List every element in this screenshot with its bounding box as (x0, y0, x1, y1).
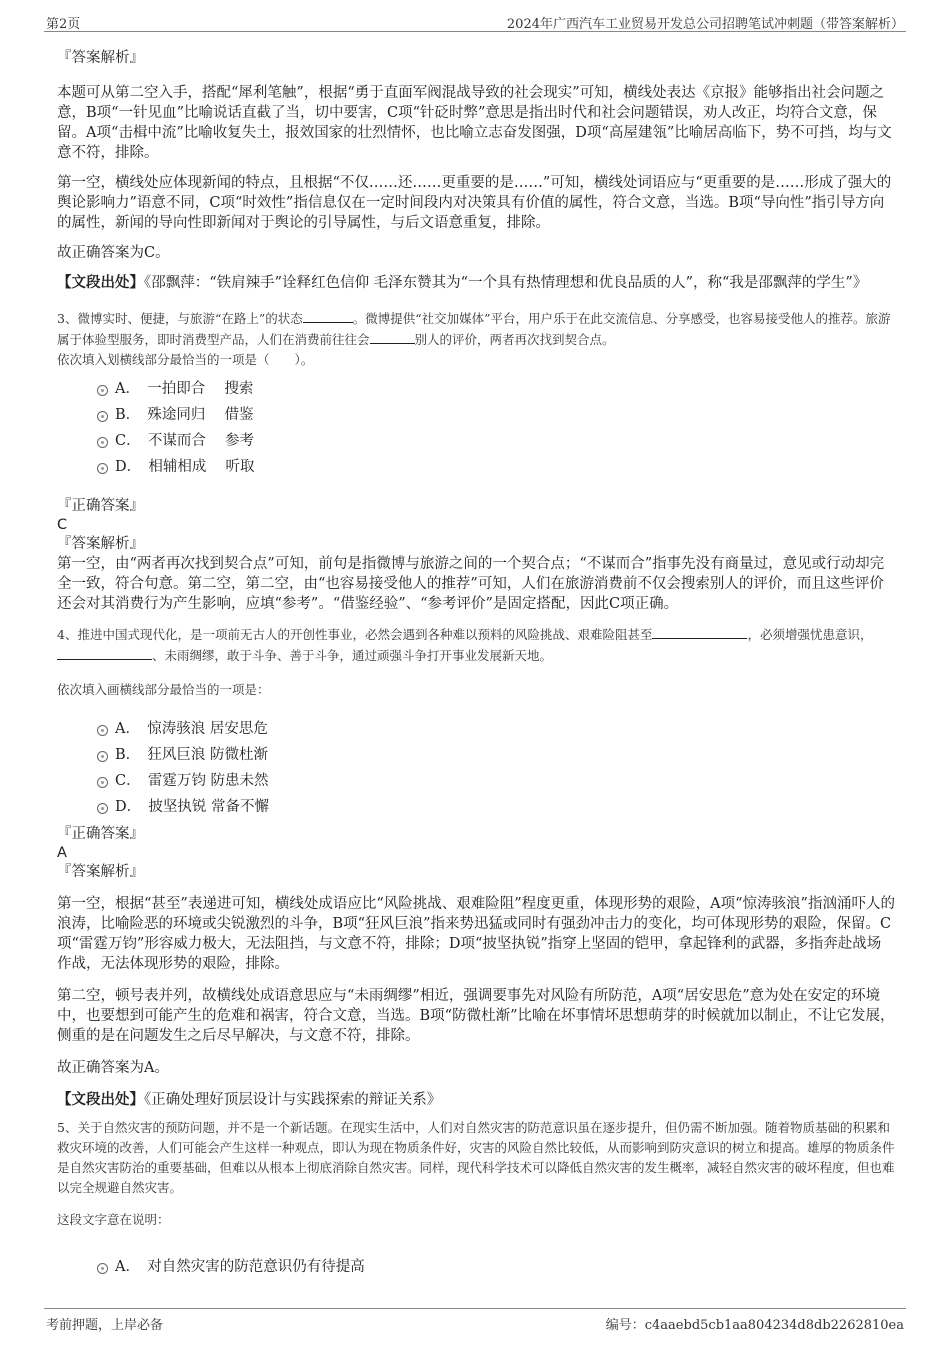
q3-option-b-label: B． 殊途同归 借鉴 (115, 407, 254, 423)
q2-source-text: 《邵飘萍：“铁肩辣手”诠释红色信仰 毛泽东赞其为“一个具有热情理想和优良品质的人”，称“我是邵飘萍的学生”》 (144, 275, 868, 291)
q4-option-b[interactable] (97, 742, 895, 768)
q4-stem-part3: 、未雨绸缪，敢于斗争、善于斗争，通过顽强斗争打开事业发展新天地。 (152, 648, 553, 663)
radio-icon[interactable] (97, 803, 108, 814)
q3-stem-part1: 3、微博实时、便捷，与旅游“在路上”的状态 (57, 311, 303, 326)
q4-source (57, 1090, 895, 1110)
q4-source-text: 《正确处理好顶层设计与实践探索的辩证关系》 (144, 1092, 442, 1108)
radio-icon[interactable] (97, 751, 108, 762)
q4-option-a-label: A． 惊涛骇浪 居安思危 (115, 721, 268, 737)
q3-option-a[interactable] (97, 376, 895, 402)
q4-stem (57, 624, 895, 666)
q4-source-label: 【文段出处】 (57, 1091, 144, 1108)
q3-analysis-heading: 『答案解析』 (57, 536, 144, 552)
q2-analysis-para1: 本题可从第二空入手，搭配“犀利笔触”，根据“勇于直面军阀混战导致的社会现实”可知，横线处表达《京报》能够指出社会问题之意，B项“一针见血”比喻说话直截了当，切中要害，C项“针砭时弊”意思是指出时代和社会问题错误，劝人改正，均符合文意，保留。A项“击楫中流”比喻收复失土，报效国家的壮烈情怀，也比喻立志奋发图强，D项“高屋建瓴”比喻居高临下，势不可挡，均与文意不符，排除。 (57, 85, 892, 161)
radio-icon[interactable] (97, 463, 108, 474)
q5-stem: 5、关于自然灾害的预防问题，并不是一个新话题。在现实生活中，人们对自然灾害的防范意识虽在逐步提升，但仍需不断加强。随着物质基础的积累和救灾环境的改善，人们可能会产生这样一种观点，即认为现在物质条件好，灾害的风险自然比较低，从而影响到防灾意识的树立和提高。雄厚的物质条件是自然灾害防治的重要基础，但难以从根本上彻底消除自然灾害。同样，现代科学技术可以降低自然灾害的发生概率，减轻自然灾害的破坏程度，但也难以完全规避自然灾害。 (57, 1120, 895, 1195)
footer-slogan: 考前押题，上岸必备 (46, 1318, 164, 1333)
radio-icon[interactable] (97, 1263, 108, 1274)
q2-analysis-heading: 『答案解析』 (57, 50, 144, 66)
q2-analysis-para2: 第一空，横线处应体现新闻的特点，且根据“不仅……还……更重要的是……”可知，横线处词语应与“更重要的是……形成了强大的舆论影响力”语意不同，C项“时效性”指信息仅在一定时间段内对决策具有价值的属性，符合文意，当选。B项“导向性”指引导方向的属性，新闻的导向性即新闻对于舆论的引导属性，与后文语意重复，排除。 (57, 175, 892, 231)
q3-option-c-label: C． 不谋而合 参考 (115, 433, 254, 449)
q4-blank-1 (652, 624, 747, 639)
radio-icon[interactable] (97, 437, 108, 448)
q4-conclusion: 故正确答案为A。 (57, 1060, 169, 1076)
q4-blank-2 (57, 645, 152, 660)
q3-option-a-label: A． 一拍即合 搜索 (115, 381, 254, 397)
q3-option-d[interactable] (97, 454, 895, 480)
q3-stem-part2: 。微博提供“社交加媒体”平台，用户乐于在此交流信息、分享感受，也容易接受他人的推荐。旅游属于体验型服务，即时消费型产品，人们在消费前往往会 (57, 311, 891, 347)
document-body (57, 48, 895, 1280)
q3-option-b[interactable] (97, 402, 895, 428)
q5-option-a[interactable] (97, 1254, 895, 1280)
page-number: 第2页 (46, 17, 81, 32)
q3-correct-heading: 『正确答案』 (57, 498, 144, 514)
q5-options (57, 1254, 895, 1280)
q3-stem-part3: 别人的评价，两者再次找到契合点。 (414, 332, 615, 347)
q4-analysis-para1: 第一空，根据“甚至”表递进可知，横线处成语应比“风险挑战、艰难险阻”程度更重，体现形势的艰险，A项“惊涛骇浪”指汹涌吓人的浪涛，比喻险恶的环境或尖锐激烈的斗争，B项“狂风巨浪”指来势迅猛或同时有强劲冲击力的变化，均可体现形势的艰险，保留。C项“雷霆万钧”形容威力极大，无法阻挡，与文意不符，排除；D项“披坚执锐”指穿上坚固的铠甲，拿起锋利的武器，多指奔赴战场作战，无法体现形势的艰险，排除。 (57, 896, 895, 972)
q3-option-c[interactable] (97, 428, 895, 454)
footer-serial: 编号：c4aaebd5cb1aa804234d8db2262810ea (605, 1318, 904, 1333)
q3-blank-2 (370, 329, 415, 344)
radio-icon[interactable] (97, 385, 108, 396)
q2-source-label: 【文段出处】 (57, 274, 144, 291)
q4-option-c-label: C． 雷霆万钧 防患未然 (115, 773, 269, 789)
q3-instruction: 依次填入划横线部分最恰当的一项是（ ）。 (57, 352, 314, 367)
q4-option-d-label: D． 披坚执锐 常备不懈 (115, 799, 269, 815)
q4-correct-answer: A (57, 845, 67, 861)
q3-correct-answer: C (57, 517, 68, 533)
q3-stem (57, 308, 895, 350)
q4-analysis-para2: 第二空，顿号表并列，故横线处成语意思应与“未雨绸缪”相近，强调要事先对风险有所防范，A项“居安思危”意为处在安定的环境中，也要想到可能产生的危难和祸害，符合文意，当选。B项“防微杜渐”比喻在坏事情坏思想萌芽的时候就加以制止，不让它发展，侧重的是在问题发生之后尽早解决，与文意不符，排除。 (57, 988, 895, 1044)
radio-icon[interactable] (97, 411, 108, 422)
q4-analysis-heading: 『答案解析』 (57, 864, 144, 880)
radio-icon[interactable] (97, 725, 108, 736)
q2-conclusion: 故正确答案为C。 (57, 245, 170, 261)
q3-blank-1 (303, 308, 353, 323)
q2-source (57, 273, 895, 293)
q4-option-a[interactable] (97, 716, 895, 742)
q4-stem-part1: 4、推进中国式现代化，是一项前无古人的开创性事业，必然会遇到各种难以预料的风险挑战、艰难险阻甚至 (57, 627, 653, 642)
page-footer (44, 1308, 906, 1331)
q4-option-c[interactable] (97, 768, 895, 794)
q5-option-a-label: A． 对自然灾害的防范意识仍有待提高 (115, 1259, 365, 1275)
q5-instruction: 这段文字意在说明： (57, 1212, 170, 1227)
q3-options (57, 376, 895, 480)
q3-analysis: 第一空，由“两者再次找到契合点”可知，前句是指微博与旅游之间的一个契合点；“不谋而合”指事先没有商量过，意见或行动却完全一致，符合句意。第二空，第二空，由“也容易接受他人的推荐”可知，人们在旅游消费前不仅会搜索别人的评价，而且这些评价还会对其消费行为产生影响，应填“参考”。“借鉴经验”、“参考评价”是固定搭配，因此C项正确。 (57, 556, 885, 612)
q4-option-d[interactable] (97, 794, 895, 820)
q4-instruction: 依次填入画横线部分最恰当的一项是： (57, 682, 270, 697)
page-header (44, 11, 906, 32)
q3-option-d-label: D． 相辅相成 听取 (115, 459, 255, 475)
q4-correct-heading: 『正确答案』 (57, 826, 144, 842)
radio-icon[interactable] (97, 777, 108, 788)
q4-options (57, 716, 895, 820)
q4-option-b-label: B． 狂风巨浪 防微杜渐 (115, 747, 269, 763)
document-title: 2024年广西汽车工业贸易开发总公司招聘笔试冲刺题（带答案解析） (506, 17, 904, 32)
q4-stem-part2: ，必须增强忧患意识， (747, 627, 873, 642)
